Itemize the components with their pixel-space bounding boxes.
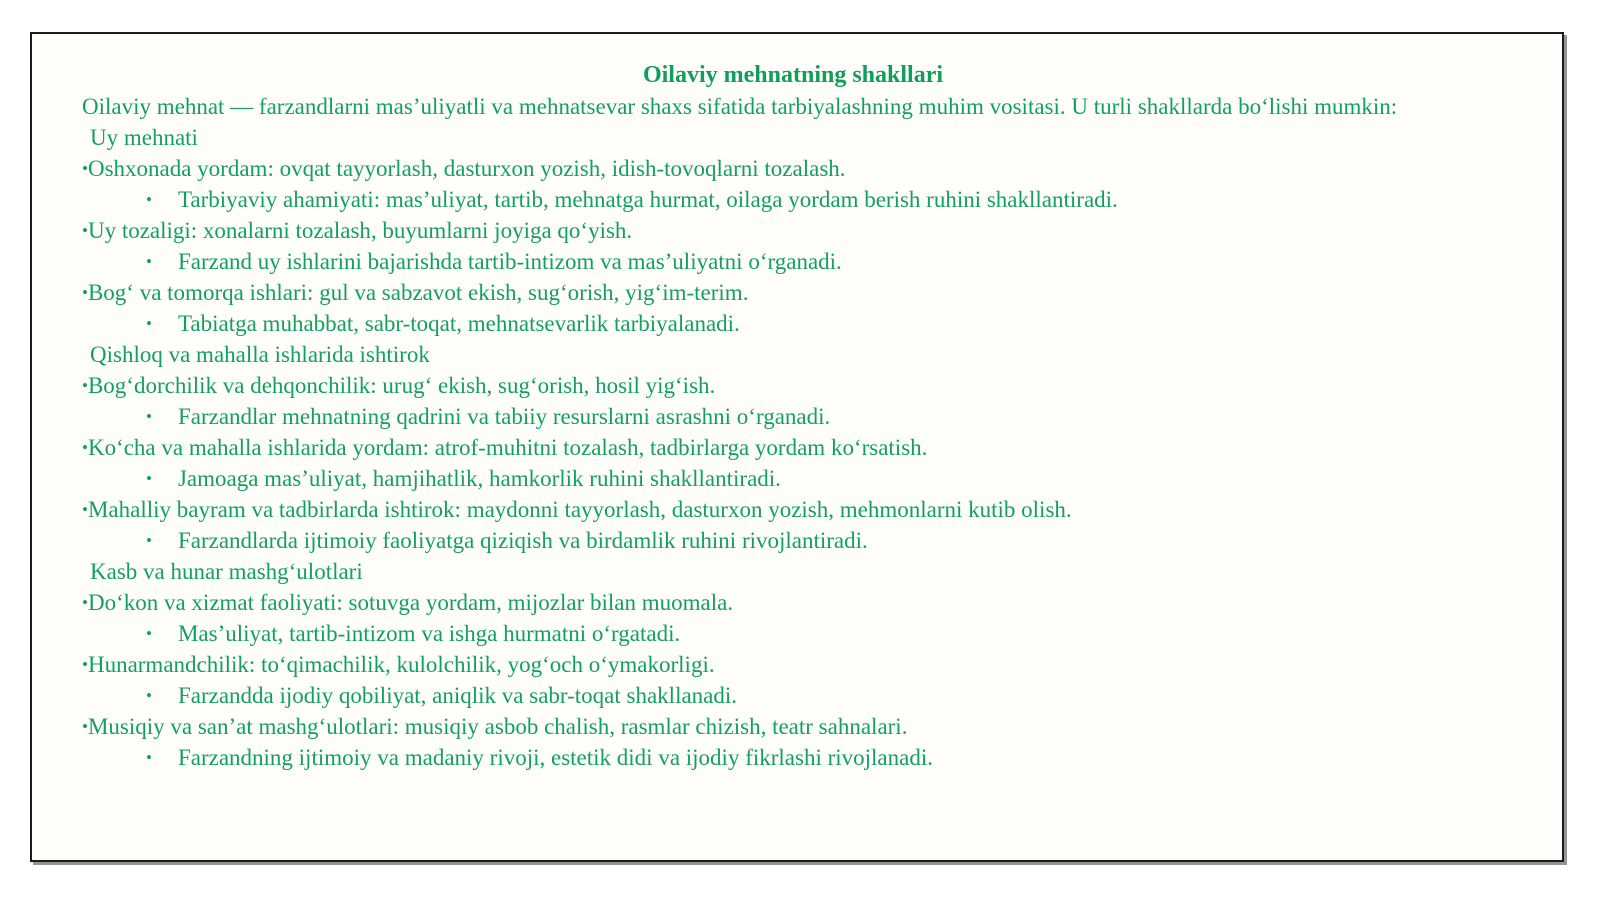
bullet-icon: • [82,500,88,519]
list-item [82,587,1504,618]
list-item-text: Ko‘cha va mahalla ishlarida yordam: atrof-muhitni tozalash, tadbirlarga yordam ko‘rsatish. [87,435,928,460]
sub-list-item [82,680,1504,711]
list-item [82,153,1504,184]
bullet-icon: • [82,593,88,612]
bullet-icon: • [146,190,152,209]
list-item [82,370,1504,401]
sub-list-item [82,463,1504,494]
document-frame [30,32,1564,862]
bullet-icon: • [82,283,88,302]
list-item [82,432,1504,463]
list-item [82,215,1504,246]
bullet-icon: • [146,252,152,271]
sub-list-item-text: Farzandning ijtimoiy va madaniy rivoji, estetik didi va ijodiy fikrlashi rivojlanadi. [177,745,933,770]
sub-list-item-text: Tarbiyaviy ahamiyati: mas’uliyat, tartib, mehnatga hurmat, oilaga yordam berish ruhini shakllantiradi. [177,187,1118,212]
sub-list-item-text: Farzandlar mehnatning qadrini va tabiiy resurslarni asrashni o‘rganadi. [177,404,831,429]
bullet-icon: • [146,314,152,333]
list-item [82,649,1504,680]
sub-list-item [82,184,1504,215]
list-item [82,711,1504,742]
list-item-text: Bog‘ va tomorqa ishlari: gul va sabzavot ekish, sug‘orish, yig‘im-terim. [87,280,749,305]
intro-paragraph: Oilaviy mehnat — farzandlarni mas’uliyatli va mehnatsevar shaxs sifatida tarbiyalashning muhim vositasi. U turli shakllarda bo‘lishi mumkin: [82,94,1398,119]
bullet-icon: • [82,221,88,240]
list-item-text: Oshxonada yordam: ovqat tayyorlash, dasturxon yozish, idish-tovoqlarni tozalash. [87,156,846,181]
sub-list-item-text: Farzand uy ishlarini bajarishda tartib-intizom va mas’uliyatni o‘rganadi. [177,249,842,274]
list-item [82,277,1504,308]
list-item-text: Bog‘dorchilik va dehqonchilik: urug‘ ekish, sug‘orish, hosil yig‘ish. [87,373,716,398]
bullet-icon: • [82,159,88,178]
sub-list-item-text: Farzandda ijodiy qobiliyat, aniqlik va sabr-toqat shakllanadi. [177,683,738,708]
list-item-text: Hunarmandchilik: to‘qimachilik, kulolchilik, yog‘och o‘ymakorligi. [87,652,715,677]
sub-list-item [82,246,1504,277]
bullet-icon: • [146,469,152,488]
bullet-icon: • [82,655,88,674]
sub-list-item [82,308,1504,339]
sections-list [82,122,1504,773]
sub-list-item-text: Jamoaga mas’uliyat, hamjihatlik, hamkorlik ruhini shakllantiradi. [177,466,781,491]
sub-list-item-text: Farzandlarda ijtimoiy faoliyatga qiziqish va birdamlik ruhini rivojlantiradi. [177,528,868,553]
bullet-icon: • [82,717,88,736]
list-item-text: Do‘kon va xizmat faoliyati: sotuvga yordam, mijozlar bilan muomala. [87,590,734,615]
bullet-icon: • [82,376,88,395]
sub-list-item-text: Tabiatga muhabbat, sabr-toqat, mehnatsevarlik tarbiyalanadi. [177,311,740,336]
bullet-icon: • [146,531,152,550]
list-item-text: Mahalliy bayram va tadbirlarda ishtirok: maydonni tayyorlash, dasturxon yozish, mehmonlarni kutib olish. [87,497,1072,522]
bullet-icon: • [146,686,152,705]
section-heading: Uy mehnati [90,125,198,150]
document-content [32,34,1562,773]
sub-list-item [82,401,1504,432]
sub-list-item [82,742,1504,773]
list-item-text: Uy tozaligi: xonalarni tozalash, buyumlarni joyiga qo‘yish. [87,218,633,243]
sub-list-item [82,525,1504,556]
bullet-icon: • [146,624,152,643]
list-item [82,494,1504,525]
page-title: Oilaviy mehnatning shakllari [642,62,944,88]
bullet-icon: • [146,748,152,767]
section-heading: Qishloq va mahalla ishlarida ishtirok [90,342,430,367]
sub-list-item [82,618,1504,649]
section-heading: Kasb va hunar mashg‘ulotlari [90,559,363,584]
list-item-text: Musiqiy va san’at mashg‘ulotlari: musiqiy asbob chalish, rasmlar chizish, teatr sahnalari. [87,714,908,739]
bullet-icon: • [82,438,88,457]
bullet-icon: • [146,407,152,426]
sub-list-item-text: Mas’uliyat, tartib-intizom va ishga hurmatni o‘rgatadi. [177,621,681,646]
